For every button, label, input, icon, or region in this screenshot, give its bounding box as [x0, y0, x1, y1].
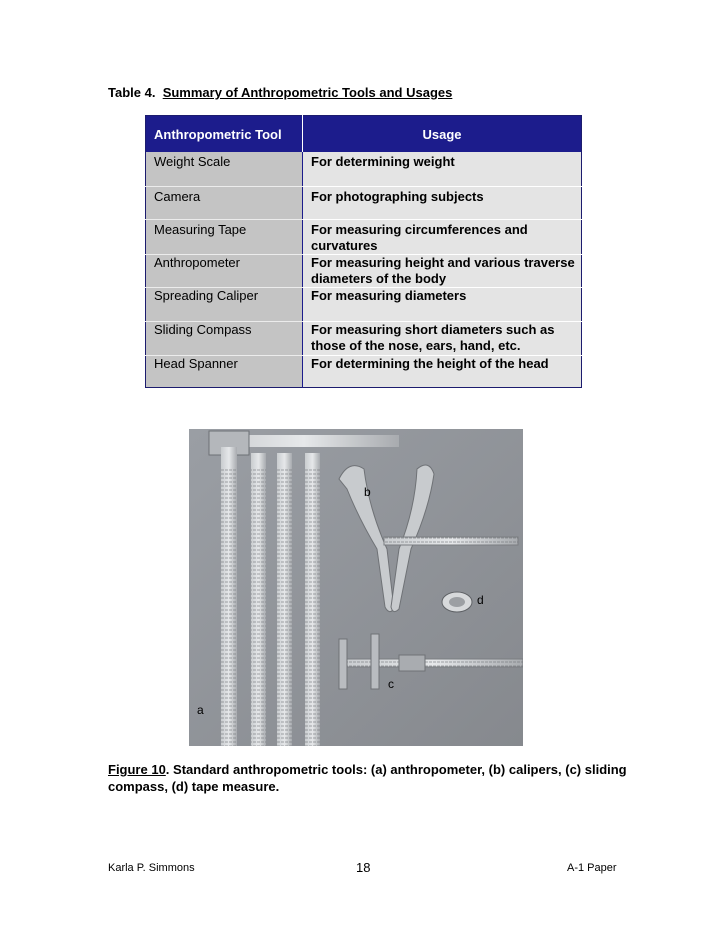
- footer-page-number: 18: [356, 860, 371, 875]
- tool-cell: Measuring Tape: [146, 219, 303, 254]
- tool-cell: Weight Scale: [146, 152, 303, 186]
- footer-author: Karla P. Simmons: [108, 862, 195, 874]
- figure-caption-text: . Standard anthropometric tools: (a) anthropometer, (b) calipers, (c) sliding compass, (d) tape measure.: [108, 762, 627, 794]
- usage-cell: For measuring diameters: [303, 287, 582, 321]
- tool-cell: Camera: [146, 186, 303, 219]
- label-b: b: [364, 485, 371, 499]
- usage-cell: For determining the height of the head: [303, 355, 582, 387]
- tools-photo: [189, 429, 523, 746]
- label-c: c: [388, 677, 394, 691]
- header-usage: Usage: [303, 116, 582, 153]
- tools-photo-illustration: [189, 429, 523, 746]
- footer-doc-label: A-1 Paper: [567, 862, 617, 874]
- label-a: a: [197, 703, 204, 717]
- table-caption-prefix: Table 4.: [108, 85, 156, 100]
- figure-caption-prefix: Figure 10: [108, 762, 166, 777]
- label-d: d: [477, 593, 484, 607]
- usage-cell: For determining weight: [303, 152, 582, 186]
- table-caption: [108, 85, 452, 100]
- usage-cell: For photographing subjects: [303, 186, 582, 219]
- usage-cell: For measuring circumferences and curvatures: [303, 219, 582, 254]
- tool-cell: Head Spanner: [146, 355, 303, 387]
- tool-cell: Sliding Compass: [146, 321, 303, 355]
- tools-table: [145, 115, 582, 388]
- figure-caption: [108, 761, 628, 795]
- tool-cell: Anthropometer: [146, 254, 303, 287]
- table-caption-title: Summary of Anthropometric Tools and Usages: [162, 85, 453, 100]
- usage-cell: For measuring short diameters such as those of the nose, ears, hand, etc.: [303, 321, 582, 355]
- tool-cell: Spreading Caliper: [146, 287, 303, 321]
- header-tool: Anthropometric Tool: [146, 116, 303, 153]
- usage-cell: For measuring height and various traverse diameters of the body: [303, 254, 582, 287]
